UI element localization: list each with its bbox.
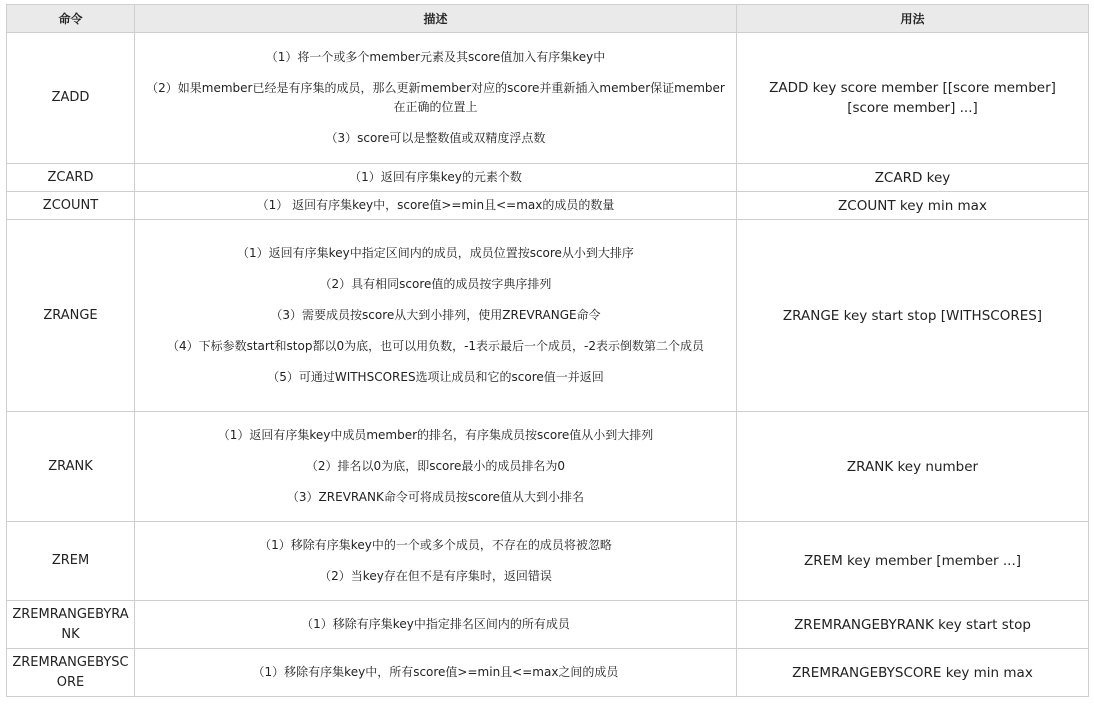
command-cell: ZREM (7, 522, 135, 601)
description-cell (135, 33, 737, 164)
header-command: 命令 (7, 5, 135, 33)
description-cell (135, 192, 737, 220)
table-row (7, 220, 1089, 412)
command-cell: ZRANGE (7, 220, 135, 412)
usage-cell: ZRANK key number (737, 412, 1089, 522)
description-cell (135, 412, 737, 522)
table-row (7, 33, 1089, 164)
table-row (7, 192, 1089, 220)
description-line: （1）返回有序集key中指定区间内的成员，成员位置按score从小到大排序 (237, 246, 634, 260)
table-row (7, 412, 1089, 522)
usage-cell: ZRANGE key start stop [WITHSCORES] (737, 220, 1089, 412)
usage-cell: ZCARD key (737, 164, 1089, 192)
usage-cell: ZREM key member [member ...] (737, 522, 1089, 601)
command-cell: ZREMRANGEBYRANK (7, 601, 135, 649)
description-line: （1） 返回有序集key中，score值>=min且<=max的成员的数量 (256, 198, 615, 212)
usage-cell: ZREMRANGEBYRANK key start stop (737, 601, 1089, 649)
description-line: （2）当key存在但不是有序集时，返回错误 (319, 569, 552, 583)
table-row (7, 649, 1089, 697)
command-cell: ZREMRANGEBYSCORE (7, 649, 135, 697)
command-cell: ZCOUNT (7, 192, 135, 220)
table-row (7, 164, 1089, 192)
description-line: （1）返回有序集key的元素个数 (349, 170, 522, 184)
description-line: （4）下标参数start和stop都以0为底，也可以用负数，-1表示最后一个成员，-2表示倒数第二个成员 (166, 339, 705, 353)
description-line: （2）如果member已经是有序集的成员，那么更新member对应的score并重新插入member保证member在正确的位置上 (146, 81, 725, 114)
description-line: （5）可通过WITHSCORES选项让成员和它的score值一并返回 (267, 370, 604, 384)
usage-cell: ZCOUNT key min max (737, 192, 1089, 220)
description-line: （1）移除有序集key中指定排名区间内的所有成员 (301, 617, 570, 631)
command-cell: ZADD (7, 33, 135, 164)
description-line: （1）移除有序集key中的一个或多个成员，不存在的成员将被忽略 (259, 538, 612, 552)
description-cell (135, 649, 737, 697)
description-line: （3）ZREVRANK命令可将成员按score值从大到小排名 (286, 490, 585, 504)
description-line: （1）返回有序集key中成员member的排名，有序集成员按score值从小到大排列 (217, 428, 654, 442)
description-cell (135, 164, 737, 192)
header-description: 描述 (135, 5, 737, 33)
usage-cell: ZADD key score member [[score member] [score member] ...] (737, 33, 1089, 164)
description-cell (135, 220, 737, 412)
table-row (7, 601, 1089, 649)
command-cell: ZCARD (7, 164, 135, 192)
description-cell (135, 522, 737, 601)
usage-cell: ZREMRANGEBYSCORE key min max (737, 649, 1089, 697)
description-line: （3）score可以是整数值或双精度浮点数 (325, 131, 546, 145)
table-header-row (7, 5, 1089, 33)
header-usage: 用法 (737, 5, 1089, 33)
description-line: （2）排名以0为底，即score最小的成员排名为0 (305, 459, 566, 473)
description-line: （1）将一个或多个member元素及其score值加入有序集key中 (265, 50, 606, 64)
description-cell (135, 601, 737, 649)
description-line: （2）具有相同score值的成员按字典序排列 (319, 277, 552, 291)
command-cell: ZRANK (7, 412, 135, 522)
table-row (7, 522, 1089, 601)
description-line: （1）移除有序集key中，所有score值>=min且<=max之间的成员 (252, 665, 619, 679)
redis-zset-commands-table (6, 4, 1089, 697)
description-line: （3）需要成员按score从大到小排列，使用ZREVRANGE命令 (270, 308, 601, 322)
